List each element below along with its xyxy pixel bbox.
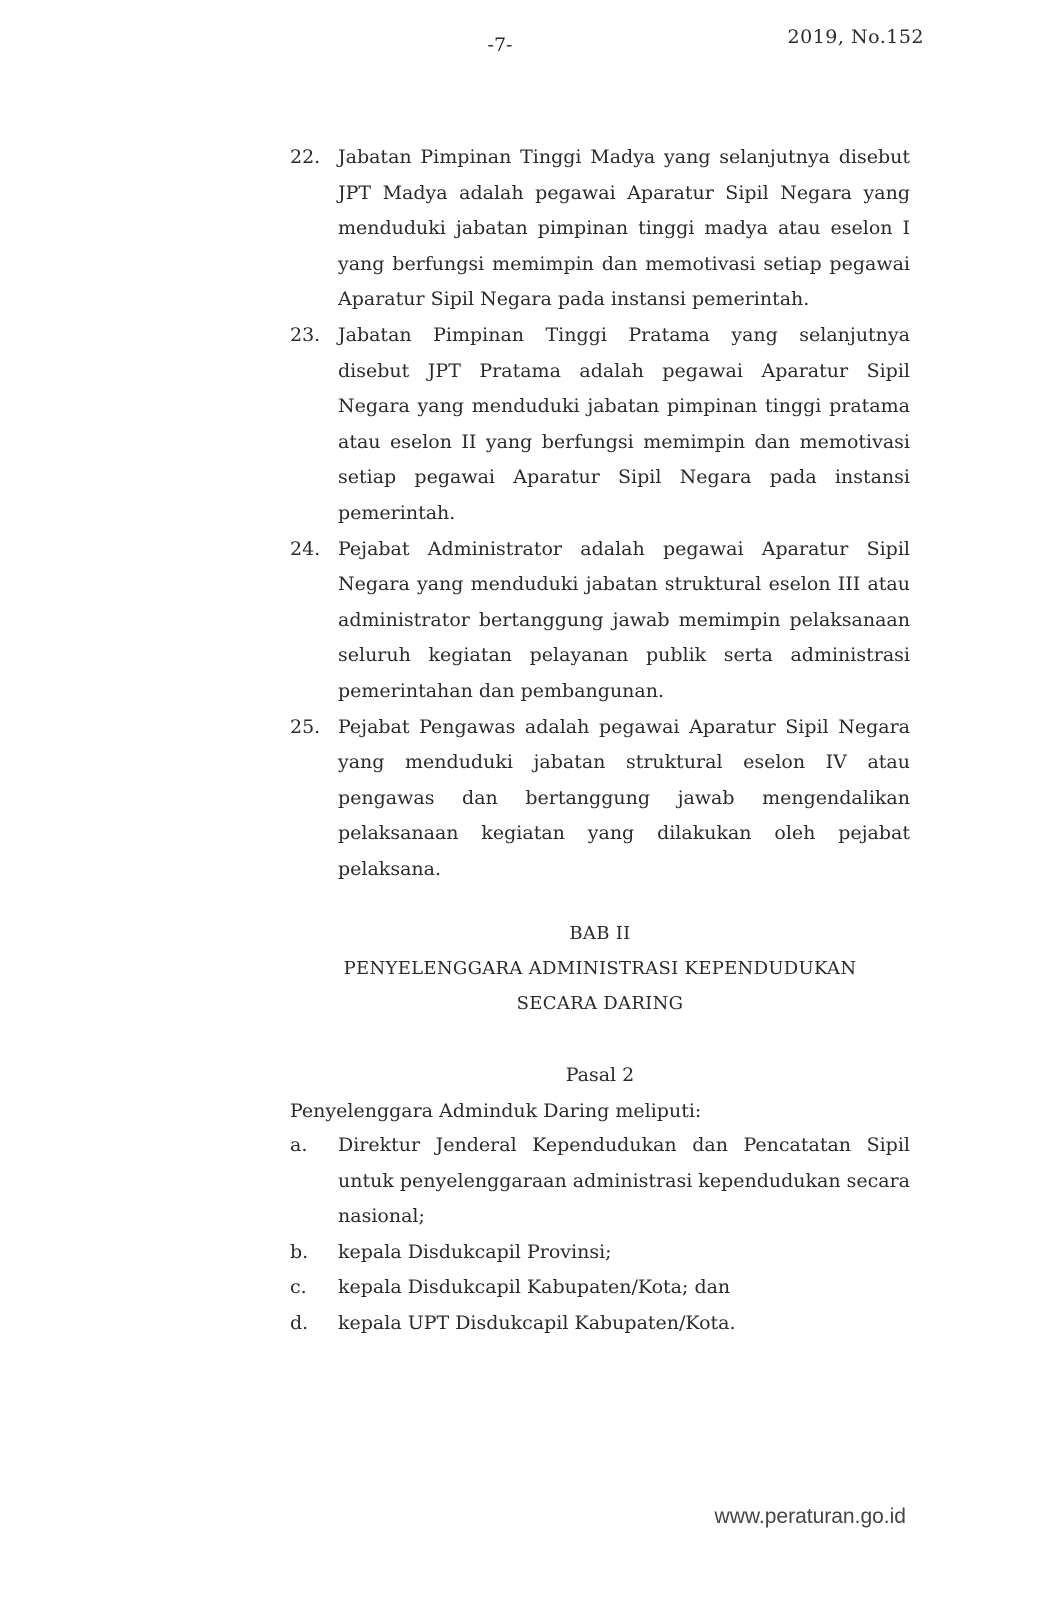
item-text: Jabatan Pimpinan Tinggi Pratama yang selanjutnya disebut JPT Pratama adalah pegawai Aparatur Sipil Negara yang menduduki jabatan pimpinan tinggi pratama atau eselon II yang berfungsi memimpin dan memotivasi setiap pegawai Aparatur Sipil Negara pada instansi pemerintah.	[338, 323, 910, 524]
item-text: kepala Disdukcapil Provinsi;	[338, 1240, 612, 1263]
item-text: Direktur Jenderal Kependudukan dan Pencatatan Sipil untuk penyelenggaraan administrasi kependudukan secara nasional;	[338, 1134, 910, 1228]
list-item	[290, 532, 910, 710]
item-letter: c.	[290, 1276, 307, 1299]
chapter-title-line2: SECARA DARING	[516, 993, 684, 1014]
footer-website: www.peraturan.go.id	[714, 1505, 906, 1528]
list-item	[290, 710, 910, 888]
item-number: 25.	[290, 715, 321, 738]
list-item	[290, 1270, 910, 1306]
item-number: 22.	[290, 146, 321, 168]
item-number: 23.	[290, 323, 321, 346]
list-item	[290, 1128, 910, 1235]
article-items-list	[290, 1128, 910, 1342]
chapter-title-line1: PENYELENGGARA ADMINISTRASI KEPENDUDUKAN	[343, 958, 857, 979]
list-item	[290, 1306, 910, 1342]
item-letter: b.	[290, 1240, 309, 1263]
page-number: -7-	[487, 34, 513, 56]
item-text: kepala UPT Disdukcapil Kabupaten/Kota.	[338, 1311, 736, 1334]
list-item	[290, 318, 910, 532]
item-number: 24.	[290, 537, 321, 560]
item-text: kepala Disdukcapil Kabupaten/Kota; dan	[338, 1276, 731, 1299]
item-text: Jabatan Pimpinan Tinggi Madya yang selanjutnya disebut JPT Madya adalah pegawai Aparatur Sipil Negara yang menduduki jabatan pimpinan tinggi madya atau eselon I yang berfungsi memimpin dan memotivasi setiap pegawai Aparatur Sipil Negara pada instansi pemerintah.	[338, 146, 910, 311]
item-text: Pejabat Administrator adalah pegawai Aparatur Sipil Negara yang menduduki jabatan struktural eselon III atau administrator bertanggung jawab memimpin pelaksanaan seluruh kegiatan pelayanan publik serta administrasi pemerintahan dan pembangunan.	[338, 537, 910, 702]
article-intro: Penyelenggara Adminduk Daring meliputi:	[290, 1100, 702, 1122]
item-letter: a.	[290, 1134, 308, 1156]
item-letter: d.	[290, 1311, 309, 1334]
chapter-heading	[290, 916, 910, 1021]
article-title: Pasal 2	[565, 1064, 635, 1086]
item-text: Pejabat Pengawas adalah pegawai Aparatur Sipil Negara yang menduduki jabatan struktural eselon IV atau pengawas dan bertanggung jawab mengendalikan pelaksanaan kegiatan yang dilakukan oleh pejabat pelaksana.	[338, 715, 910, 880]
document-reference: 2019, No.152	[787, 26, 924, 48]
list-item	[290, 1235, 910, 1271]
list-item	[290, 140, 910, 318]
chapter-number: BAB II	[569, 923, 631, 944]
definitions-list	[290, 140, 910, 887]
